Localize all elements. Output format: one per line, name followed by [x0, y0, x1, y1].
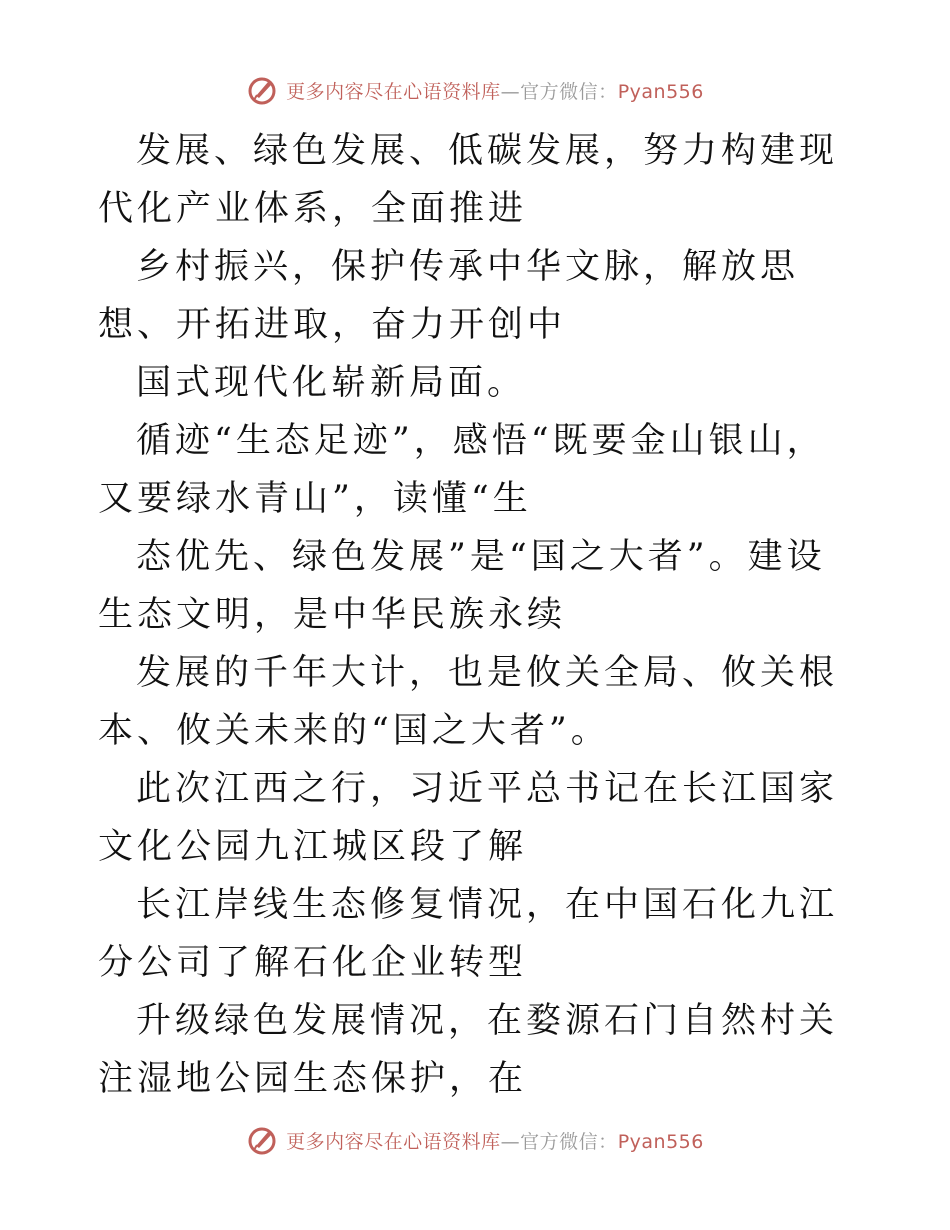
paragraph: 发展、绿色发展、低碳发展，努力构建现代化产业体系，全面推进	[98, 131, 839, 229]
footer-watermark-banner	[0, 1120, 950, 1160]
header-site-text: 更多内容尽在心语资料库	[286, 80, 501, 103]
header-watermark-banner	[0, 70, 950, 110]
paragraph: 此次江西之行，习近平总书记在长江国家文化公园九江城区段了解	[98, 769, 839, 867]
footer-site-text: 更多内容尽在心语资料库	[286, 1130, 501, 1153]
header-watermark-text	[286, 77, 704, 104]
header-account: Pyan556	[617, 80, 704, 103]
footer-wechat-label: 官方微信：	[520, 1130, 618, 1153]
paragraph: 态优先、绿色发展”是“国之大者”。建设生态文明，是中华民族永续	[98, 537, 826, 635]
paragraph: 发展的千年大计，也是攸关全局、攸关根本、攸关未来的“国之大者”。	[98, 653, 839, 751]
quill-logo-icon	[246, 74, 278, 106]
header-wechat-label: 官方微信：	[520, 80, 618, 103]
footer-separator: —	[500, 1130, 521, 1153]
paragraph: 升级绿色发展情况，在婺源石门自然村关注湿地公园生态保护，在	[98, 1001, 839, 1099]
paragraph: 乡村振兴，保护传承中华文脉，解放思想、开拓进取，奋力开创中	[98, 247, 800, 345]
footer-account: Pyan556	[617, 1130, 704, 1153]
header-separator: —	[500, 80, 521, 103]
paragraph: 长江岸线生态修复情况，在中国石化九江分公司了解石化企业转型	[98, 885, 839, 983]
paragraph: 循迹“生态足迹”，感悟“既要金山银山，又要绿水青山”，读懂“生	[98, 421, 826, 519]
paragraph: 国式现代化崭新局面。	[136, 363, 527, 403]
quill-logo-icon	[246, 1124, 278, 1156]
document-body	[98, 122, 854, 1108]
footer-watermark-text	[286, 1127, 704, 1154]
